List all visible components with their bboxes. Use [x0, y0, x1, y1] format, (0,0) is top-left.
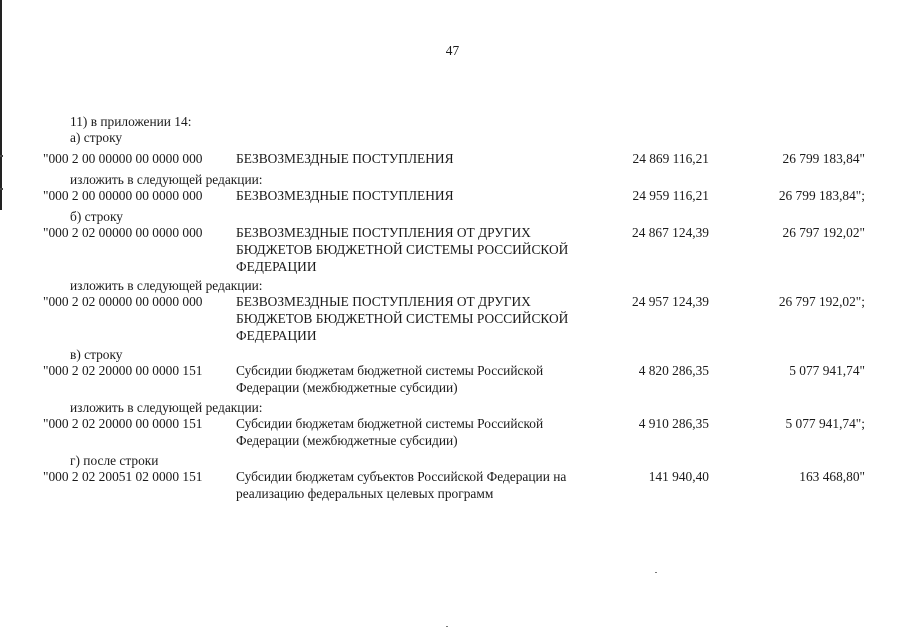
row-value-1: 4 910 286,35	[638, 416, 709, 431]
section-heading: 11) в приложении 14:	[70, 114, 192, 129]
block-label: в) строку	[70, 347, 123, 362]
block-label: б) строку	[70, 209, 123, 224]
page-number: 47	[445, 43, 460, 58]
block-label: а) строку	[70, 130, 123, 145]
table-row	[0, 293, 905, 353]
row-value-1: 24 959 116,21	[632, 188, 709, 203]
scan-speck	[446, 626, 448, 627]
row-code: "000 2 00 00000 00 0000 000	[43, 151, 203, 166]
replace-label: изложить в следующей редакции:	[70, 172, 263, 187]
row-value-1: 24 867 124,39	[632, 225, 709, 240]
row-name: БЕЗВОЗМЕЗДНЫЕ ПОСТУПЛЕНИЯ	[236, 188, 454, 203]
row-code: "000 2 02 20051 02 0000 151	[43, 469, 203, 484]
row-name: БЕЗВОЗМЕЗДНЫЕ ПОСТУПЛЕНИЯ	[236, 151, 454, 166]
row-code: "000 2 02 20000 00 0000 151	[43, 416, 203, 431]
row-code: "000 2 02 00000 00 0000 000	[43, 225, 203, 240]
table-row	[0, 468, 905, 528]
row-value-2: 163 468,80"	[799, 469, 865, 484]
row-name: БЕЗВОЗМЕЗДНЫЕ ПОСТУПЛЕНИЯ ОТ ДРУГИХ БЮДЖЕТОВ БЮДЖЕТНОЙ СИСТЕМЫ РОССИЙСКОЙ ФЕДЕРАЦИИ	[236, 294, 569, 343]
row-name: Субсидии бюджетам бюджетной системы Российской Федерации (межбюджетные субсидии)	[236, 416, 544, 448]
row-value-2: 26 799 183,84"	[782, 151, 865, 166]
row-value-2: 5 077 941,74"	[789, 363, 865, 378]
row-name: Субсидии бюджетам бюджетной системы Российской Федерации (межбюджетные субсидии)	[236, 363, 544, 395]
row-name: БЕЗВОЗМЕЗДНЫЕ ПОСТУПЛЕНИЯ ОТ ДРУГИХ БЮДЖЕТОВ БЮДЖЕТНОЙ СИСТЕМЫ РОССИЙСКОЙ ФЕДЕРАЦИИ	[236, 225, 569, 274]
row-value-2: 5 077 941,74";	[785, 416, 865, 431]
row-code: "000 2 00 00000 00 0000 000	[43, 188, 203, 203]
row-value-1: 4 820 286,35	[638, 363, 709, 378]
row-value-2: 26 799 183,84";	[778, 188, 865, 203]
scan-speck	[655, 572, 657, 573]
table-row	[0, 224, 905, 284]
row-value-1: 24 869 116,21	[632, 151, 709, 166]
row-value-2: 26 797 192,02"	[782, 225, 865, 240]
replace-label: изложить в следующей редакции:	[70, 278, 263, 293]
row-value-2: 26 797 192,02";	[778, 294, 865, 309]
block-label: г) после строки	[70, 453, 159, 468]
row-code: "000 2 02 00000 00 0000 000	[43, 294, 203, 309]
replace-label: изложить в следующей редакции:	[70, 400, 263, 415]
row-name: Субсидии бюджетам субъектов Российской Федерации на реализацию федеральных целевых программ	[236, 469, 567, 501]
row-code: "000 2 02 20000 00 0000 151	[43, 363, 203, 378]
row-value-1: 24 957 124,39	[632, 294, 709, 309]
row-value-1: 141 940,40	[648, 469, 709, 484]
